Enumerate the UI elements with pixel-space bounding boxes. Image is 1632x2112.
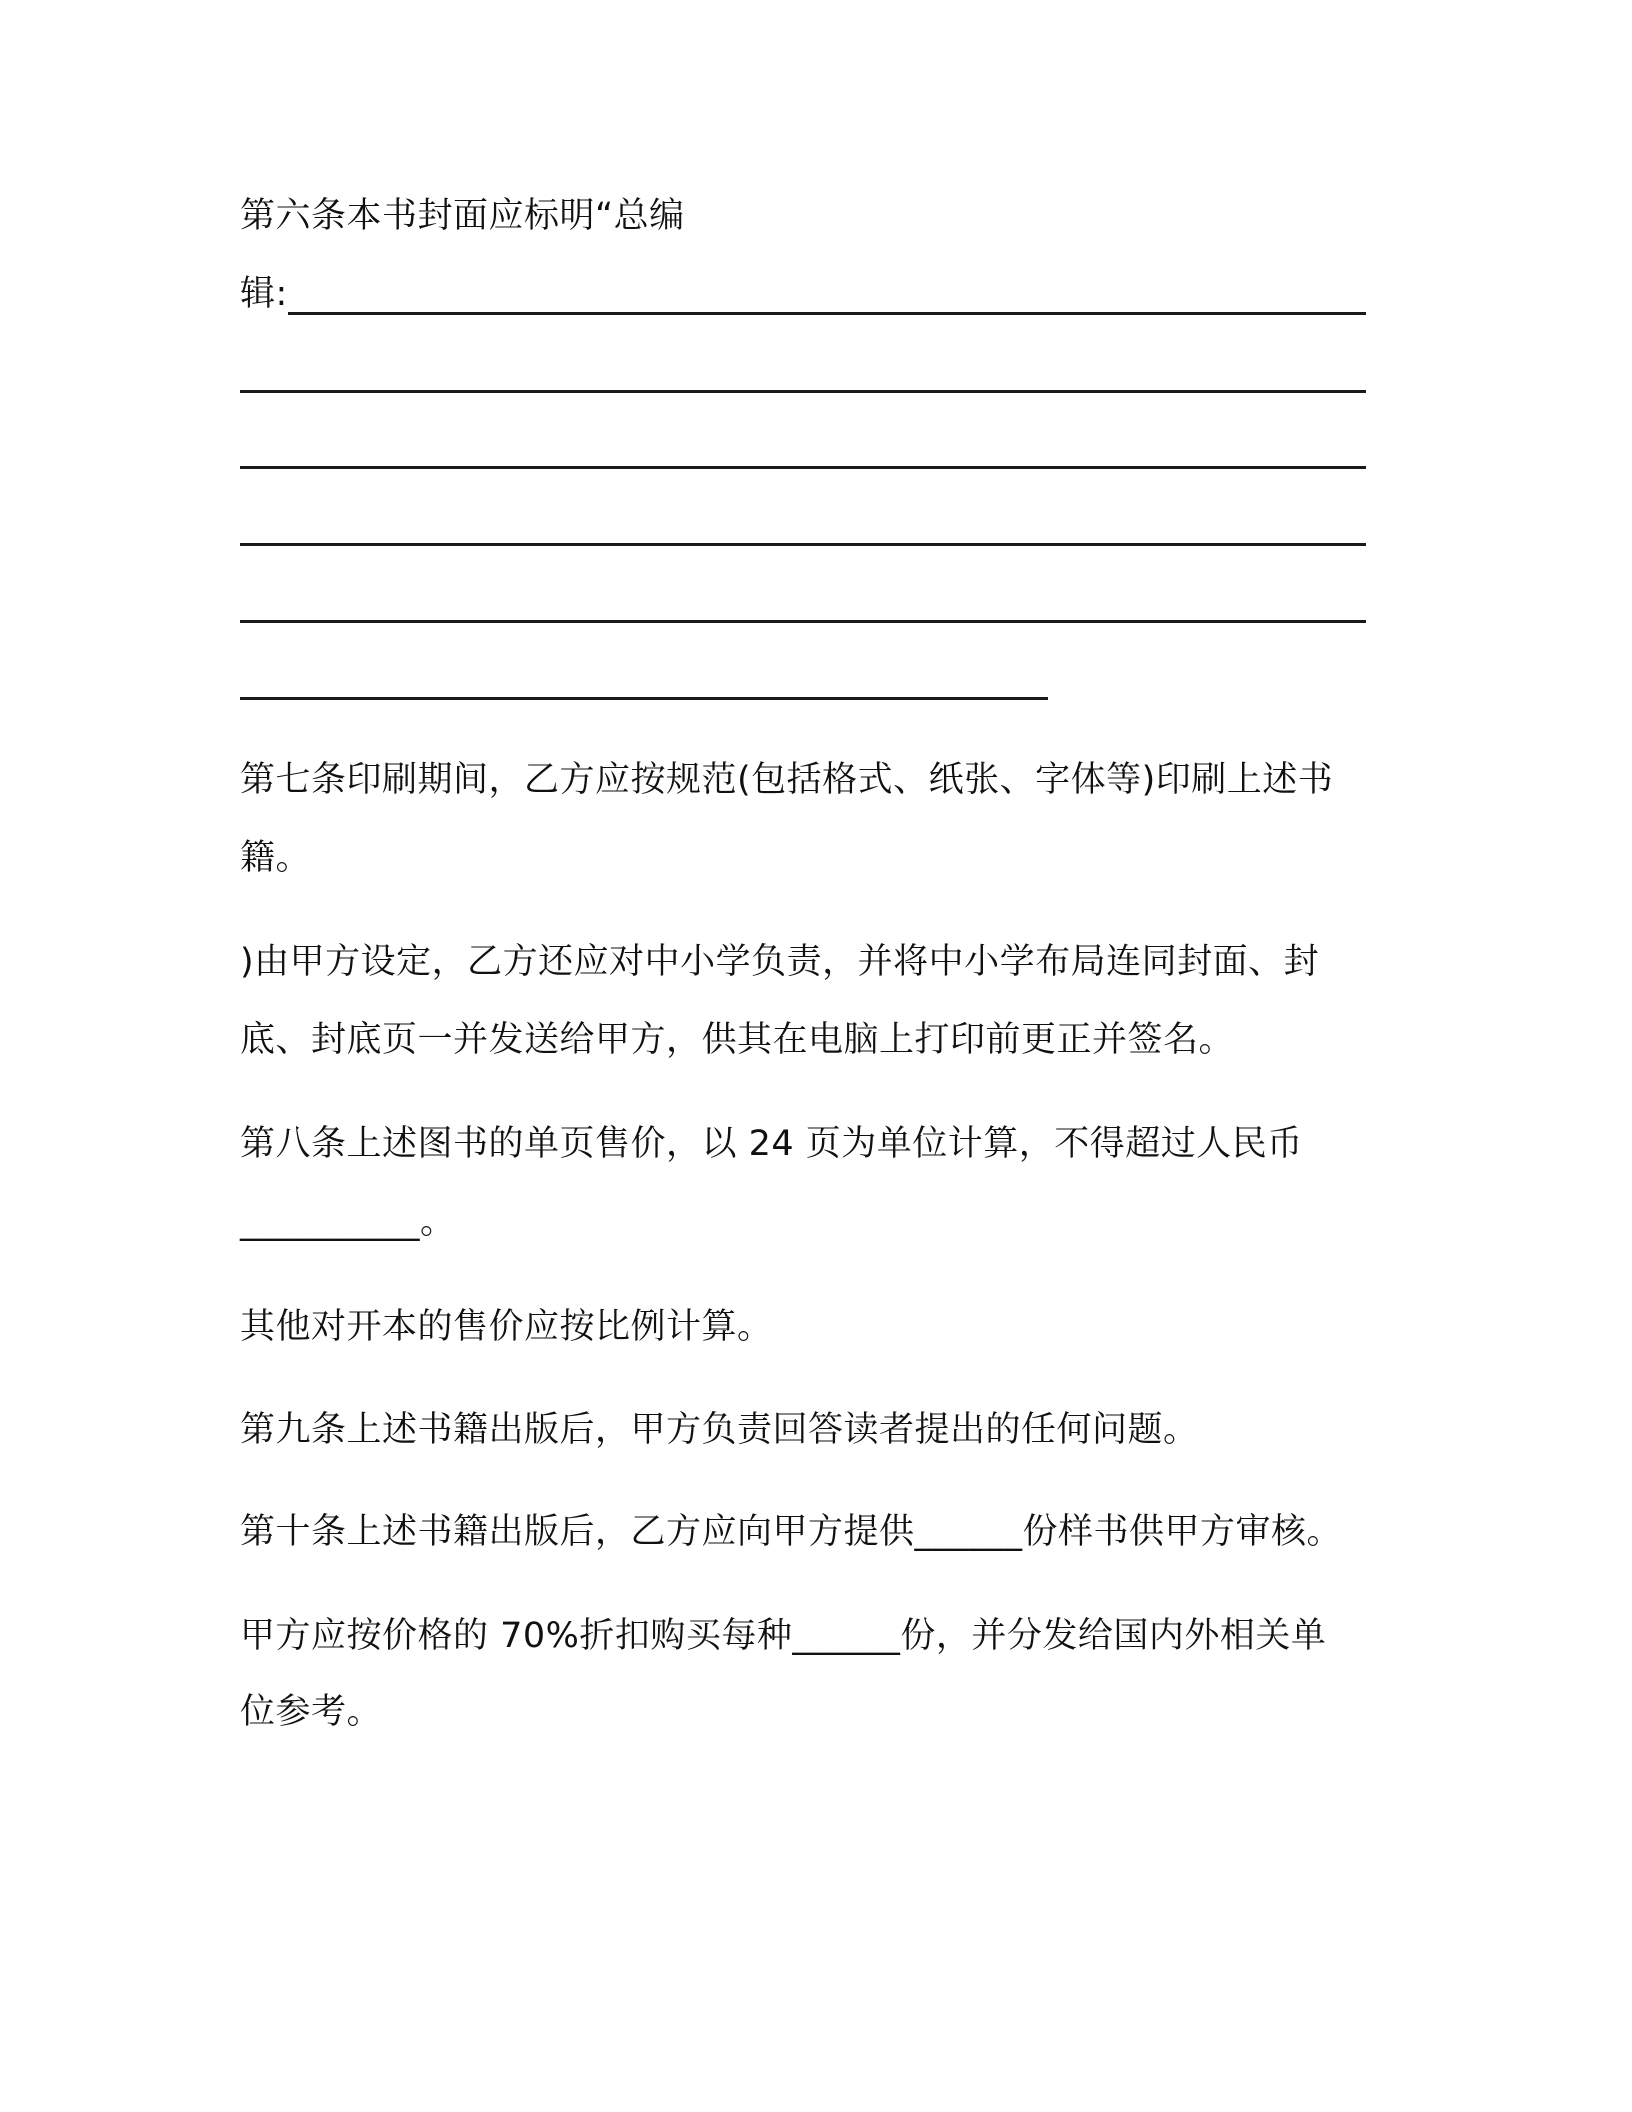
article-7-line-1: 第七条印刷期间，乙方应按规范(包括格式、纸张、字体等)印刷上述书	[240, 760, 1334, 800]
blank-rule-5	[240, 620, 1366, 623]
article-6-line-2: 辑:	[240, 274, 288, 314]
article-7-line-2: 籍。	[240, 838, 312, 878]
proof-paragraph-line-2: 底、封底页一并发送给甲方，供其在电脑上打印前更正并签名。	[240, 1020, 1235, 1060]
other-price-paragraph: 其他对开本的售价应按比例计算。	[240, 1307, 773, 1347]
article-6-line-1: 第六条本书封面应标明“总编	[240, 196, 685, 236]
article-8-line-1: 第八条上述图书的单页售价，以 24 页为单位计算，不得超过人民币	[240, 1124, 1303, 1164]
blank-rule-4	[240, 543, 1366, 546]
article-9: 第九条上述书籍出版后，甲方负责回答读者提出的任何问题。	[240, 1410, 1199, 1450]
purchase-paragraph-line-2: 位参考。	[240, 1692, 383, 1732]
blank-rule-1	[288, 312, 1366, 315]
blank-rule-3	[240, 466, 1366, 469]
article-10: 第十条上述书籍出版后，乙方应向甲方提供______份样书供甲方审核。	[240, 1512, 1343, 1552]
proof-paragraph-line-1: )由甲方设定，乙方还应对中小学负责，并将中小学布局连同封面、封	[240, 942, 1320, 982]
article-8-line-2: __________。	[240, 1202, 456, 1242]
purchase-paragraph-line-1: 甲方应按价格的 70%折扣购买每种______份，并分发给国内外相关单	[240, 1616, 1327, 1656]
blank-rule-2	[240, 390, 1366, 393]
blank-rule-6	[240, 697, 1048, 700]
